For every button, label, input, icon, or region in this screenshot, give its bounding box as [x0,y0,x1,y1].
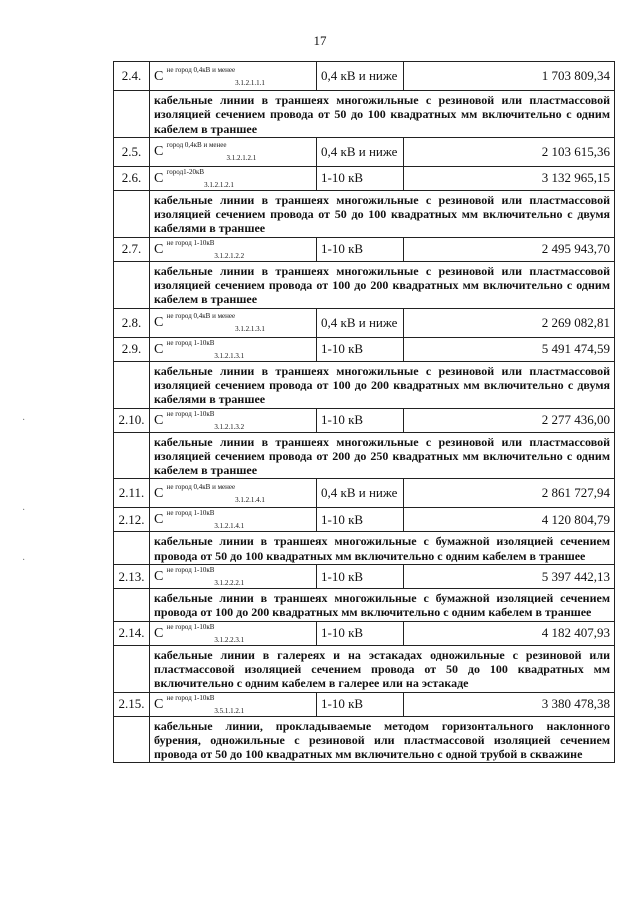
rate-code-subscript: 3.5.1.1.2.1 [214,706,245,715]
line-description: кабельные линии в траншеях многожильные с резиновой или пластмассовой изоляцией сечением провода от 50 до 100 квадратных мм включительно с одним кабелем в траншее [150,91,615,138]
voltage-level: 1-10 кВ [317,337,404,361]
rate-code: С $^{город 0,4кВ и менее}$3.1.2.1.2.1 [150,137,317,166]
rate-code-superscript: не город 1-10кВ [166,409,215,418]
rate-code-subscript: 3.1.2.2.3.1 [214,635,245,644]
rate-row [114,479,615,508]
rate-code: С $^{не город 0,4кВ и менее}$3.1.2.1.1.1 [150,62,317,91]
voltage-level: 0,4 кВ и ниже [317,137,404,166]
rate-code-superscript: не город 1-10кВ [166,509,215,518]
page-number: 17 [313,33,327,48]
rate-value: 5 397 442,13 [404,565,615,589]
row-number: 2.6. [114,166,150,190]
description-row [114,91,615,138]
rate-code-superscript: город1-20кВ [166,167,205,176]
rate-code-superscript: не город 1-10кВ [166,238,215,247]
rate-value: 4 120 804,79 [404,508,615,532]
rate-code-superscript: не город 0,4кВ и менее [166,65,236,74]
rate-value: 2 495 943,70 [404,237,615,261]
voltage-level: 1-10 кВ [317,692,404,716]
row-number: 2.14. [114,621,150,645]
row-number: 2.15. [114,692,150,716]
rate-code: С $^{не город 1-10кВ}$3.1.2.2.2.1 [150,565,317,589]
rate-code-subscript: 3.1.2.1.4.1 [214,522,245,531]
line-description: кабельные линии в траншеях многожильные с резиновой или пластмассовой изоляцией сечением провода от 200 до 250 квадратных мм включительно с одним кабелем в траншее [150,432,615,479]
description-row [114,645,615,692]
rate-code-subscript: 3.1.2.1.1.1 [235,78,265,87]
empty-cell [114,91,150,138]
rate-code-subscript: 3.1.2.1.2.1 [226,154,257,163]
rate-code-subscript: 3.1.2.2.2.1 [214,579,245,588]
description-row [114,190,615,237]
line-description: кабельные линии в траншеях многожильные с бумажной изоляцией сечением провода от 50 до 100 квадратных мм включительно с одним кабелем в траншее [150,532,615,565]
rate-code-subscript: 3.1.2.1.2.2 [214,251,245,260]
rate-code-superscript: не город 1-10кВ [166,622,215,631]
rate-value: 3 132 965,15 [404,166,615,190]
voltage-level: 0,4 кВ и ниже [317,308,404,337]
rate-value: 2 277 436,00 [404,408,615,432]
rate-code: С $^{не город 1-10кВ}$3.1.2.2.3.1 [150,621,317,645]
empty-cell [114,532,150,565]
rate-row [114,508,615,532]
rate-value: 5 491 474,59 [404,337,615,361]
rate-code: С $^{не город 1-10кВ}$3.1.2.1.4.1 [150,508,317,532]
rate-code: С $^{не город 1-10кВ}$3.1.2.1.3.2 [150,408,317,432]
line-description: кабельные линии в траншеях многожильные с резиновой или пластмассовой изоляцией сечением провода от 50 до 100 квадратных мм включительно с двумя кабелями в траншее [150,190,615,237]
row-number: 2.5. [114,137,150,166]
rate-row [114,237,615,261]
description-row [114,716,615,763]
rate-value: 3 380 478,38 [404,692,615,716]
rate-row [114,137,615,166]
row-number: 2.10. [114,408,150,432]
empty-cell [114,432,150,479]
empty-cell [114,589,150,622]
rate-code-superscript: не город 1-10кВ [166,693,215,702]
voltage-level: 0,4 кВ и ниже [317,479,404,508]
voltage-level: 1-10 кВ [317,166,404,190]
line-description: кабельные линии, прокладываемые методом горизонтального наклонного бурения, одножильные с резиновой или пластмассовой изоляцией сечением провода от 50 до 100 квадратных мм включительно с одной трубой в скважине [150,716,615,763]
rate-row [114,621,615,645]
row-number: 2.12. [114,508,150,532]
empty-cell [114,645,150,692]
description-row [114,432,615,479]
margin-mark: · [22,505,26,516]
empty-cell [114,190,150,237]
rate-code: С $^{не город 1-10кВ}$3.5.1.1.2.1 [150,692,317,716]
rate-row [114,337,615,361]
row-number: 2.8. [114,308,150,337]
rate-value: 2 861 727,94 [404,479,615,508]
rate-row [114,692,615,716]
row-number: 2.7. [114,237,150,261]
rate-row [114,408,615,432]
description-row [114,589,615,622]
rate-value: 4 182 407,93 [404,621,615,645]
margin-mark: · [22,555,26,566]
rate-code-subscript: 3.1.2.1.4.1 [235,495,265,504]
line-description: кабельные линии в траншеях многожильные с резиновой или пластмассовой изоляцией сечением провода от 100 до 200 квадратных мм включительно с двумя кабелями в траншее [150,361,615,408]
voltage-level: 1-10 кВ [317,237,404,261]
rate-code: С $^{город1-20кВ}$3.1.2.1.2.1 [150,166,317,190]
row-number: 2.11. [114,479,150,508]
row-number: 2.4. [114,62,150,91]
description-row [114,361,615,408]
rate-code-subscript: 3.1.2.1.2.1 [204,180,234,189]
rate-code-subscript: 3.1.2.1.3.1 [214,351,245,360]
rate-row [114,62,615,91]
rate-code-subscript: 3.1.2.1.3.1 [235,325,265,334]
rate-value: 2 269 082,81 [404,308,615,337]
rate-code-superscript: не город 1-10кВ [166,566,215,575]
empty-cell [114,261,150,308]
row-number: 2.9. [114,337,150,361]
voltage-level: 1-10 кВ [317,408,404,432]
rate-code: С $^{не город 0,4кВ и менее}$3.1.2.1.4.1 [150,479,317,508]
margin-mark: · [22,415,26,426]
empty-cell [114,361,150,408]
empty-cell [114,716,150,763]
rate-row [114,565,615,589]
description-row [114,261,615,308]
line-description: кабельные линии в траншеях многожильные с бумажной изоляцией сечением провода от 100 до 200 квадратных мм включительно с одним кабелем в траншее [150,589,615,622]
rate-code: С $^{не город 0,4кВ и менее}$3.1.2.1.3.1 [150,308,317,337]
row-number: 2.13. [114,565,150,589]
rate-code-subscript: 3.1.2.1.3.2 [214,422,245,431]
tariff-table [113,61,615,763]
rate-code-superscript: не город 1-10кВ [166,338,215,347]
rate-row [114,166,615,190]
rate-row [114,308,615,337]
line-description: кабельные линии в траншеях многожильные с резиновой или пластмассовой изоляцией сечением провода от 100 до 200 квадратных мм включительно с одним кабелем в траншее [150,261,615,308]
voltage-level: 0,4 кВ и ниже [317,62,404,91]
voltage-level: 1-10 кВ [317,565,404,589]
line-description: кабельные линии в галереях и на эстакадах одножильные с резиновой или пластмассовой изоляцией сечением провода от 50 до 100 квадратных мм включительно с одним кабелем в галерее или на эстакаде [150,645,615,692]
rate-code-superscript: не город 0,4кВ и менее [166,482,236,491]
description-row [114,532,615,565]
rate-code: С $^{не город 1-10кВ}$3.1.2.1.2.2 [150,237,317,261]
rate-value: 1 703 809,34 [404,62,615,91]
rate-code-superscript: город 0,4кВ и менее [166,141,227,150]
voltage-level: 1-10 кВ [317,508,404,532]
rate-code: С $^{не город 1-10кВ}$3.1.2.1.3.1 [150,337,317,361]
voltage-level: 1-10 кВ [317,621,404,645]
rate-code-superscript: не город 0,4кВ и менее [166,312,236,321]
rate-value: 2 103 615,36 [404,137,615,166]
